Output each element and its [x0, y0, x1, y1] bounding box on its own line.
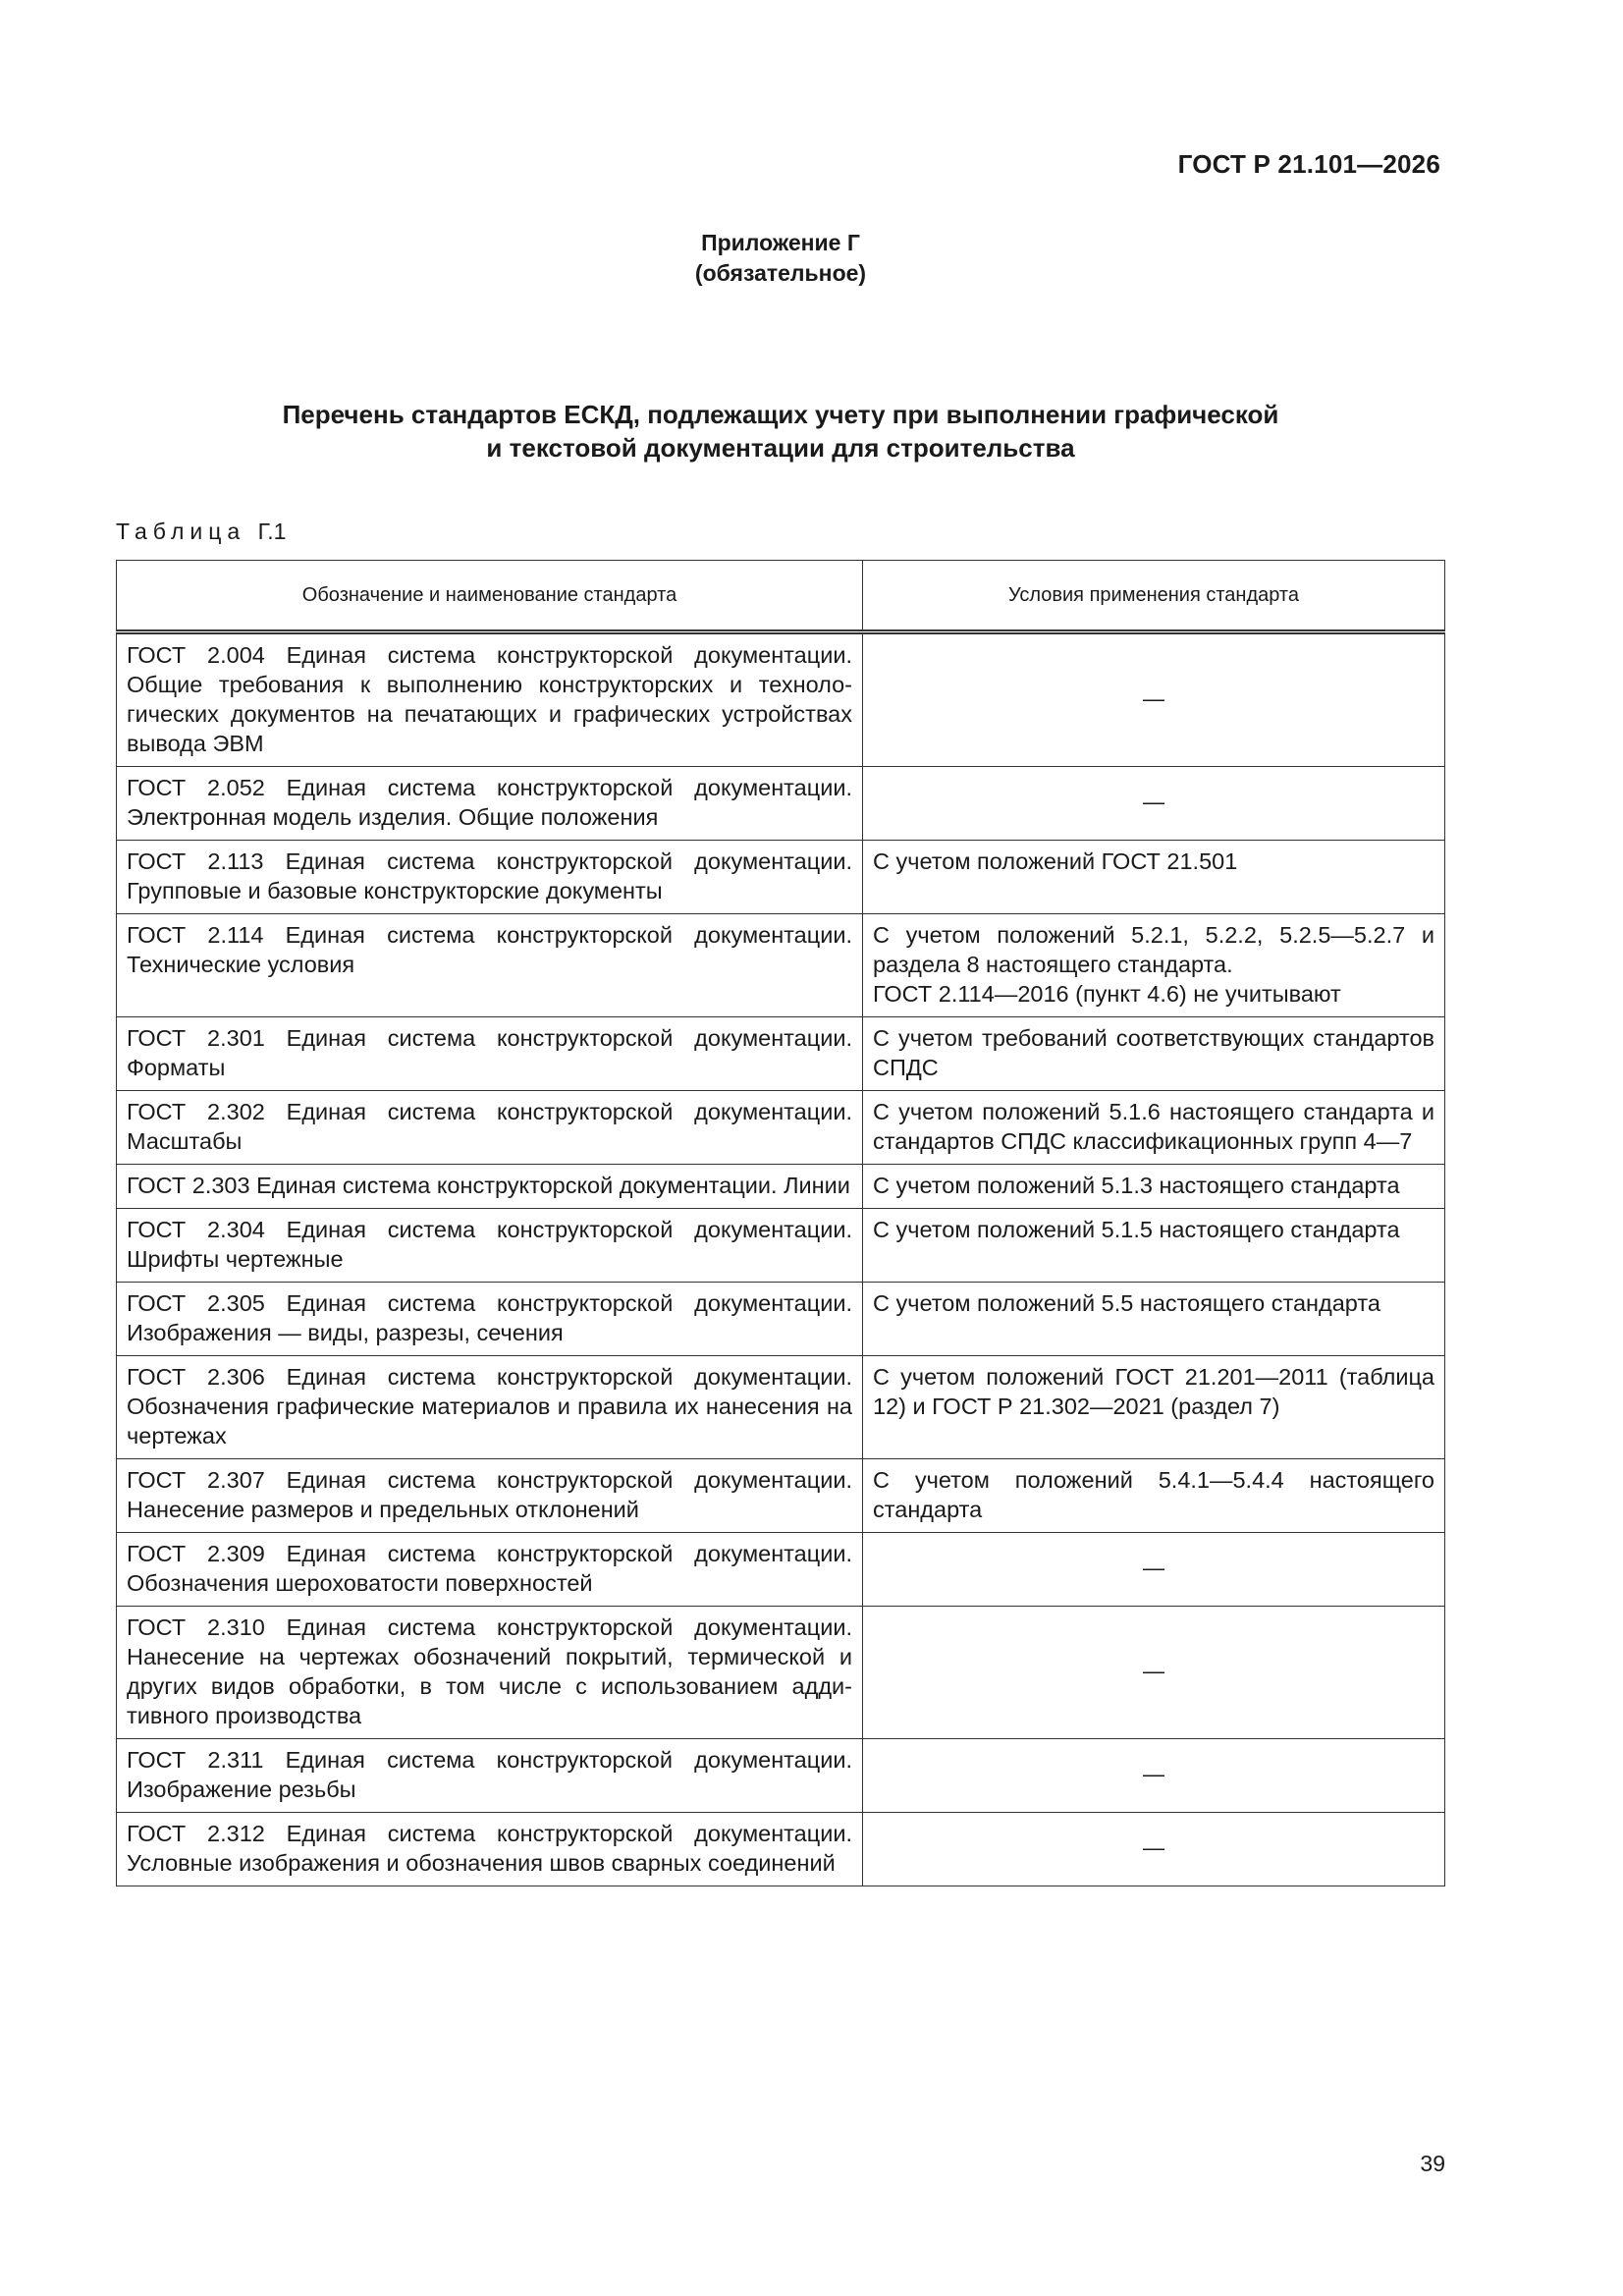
condition-cell: —	[863, 1739, 1445, 1813]
standard-name-cell: ГОСТ 2.307 Единая система конструкторской документации. Нанесение размеров и предельных отклонений	[117, 1459, 863, 1533]
condition-cell: С учетом требований соответствующих стандартов СПДС	[863, 1017, 1445, 1091]
table-row	[117, 1739, 1445, 1813]
standard-name-cell: ГОСТ 2.310 Единая система конструкторской документации. Нанесение на чертежах обозначений покрытий, термической и других видов обработки, в том числе с использованием аддитивного производства	[117, 1607, 863, 1739]
table-row	[117, 1607, 1445, 1739]
list-title	[0, 398, 1561, 465]
standards-table	[116, 560, 1445, 1886]
standard-name-cell: ГОСТ 2.306 Единая система конструкторской документации. Обозначения графические материалов и правила их нанесения на чертежах	[117, 1356, 863, 1459]
condition-cell	[863, 914, 1445, 1017]
column-header-standard: Обозначение и наименование стандарта	[117, 561, 863, 632]
condition-cell: С учетом положений ГОСТ 21.501	[863, 841, 1445, 914]
table-row	[117, 1165, 1445, 1209]
list-title-line-1: Перечень стандартов ЕСКД, подлежащих учету при выполнении графической	[282, 400, 1279, 429]
standard-name-cell: ГОСТ 2.311 Единая система конструкторской документации. Изображение резьбы	[117, 1739, 863, 1813]
table-row	[117, 1283, 1445, 1356]
appendix-heading	[0, 228, 1561, 289]
table-row	[117, 1459, 1445, 1533]
standard-name-cell: ГОСТ 2.004 Единая система конструкторской документации. Общие требования к выполнению конструкторских и технологических документов на печатающих и графических устройствах вывода ЭВМ	[117, 632, 863, 767]
standard-name-cell: ГОСТ 2.114 Единая система конструкторской документации. Технические условия	[117, 914, 863, 1017]
table-row	[117, 1209, 1445, 1283]
standard-name-cell: ГОСТ 2.309 Единая система конструкторской документации. Обозначения шероховатости поверхностей	[117, 1533, 863, 1607]
column-header-conditions: Условия применения стандарта	[863, 561, 1445, 632]
condition-cell: —	[863, 1813, 1445, 1886]
table-caption	[116, 519, 286, 545]
condition-cell: С учетом положений 5.5 настоящего стандарта	[863, 1283, 1445, 1356]
appendix-status: (обязательное)	[694, 260, 867, 286]
condition-cell: —	[863, 632, 1445, 767]
condition-cell: С учетом положений ГОСТ 21.201—2011 (таблица 12) и ГОСТ Р 21.302—2021 (раздел 7)	[863, 1356, 1445, 1459]
condition-extra-text: ГОСТ 2.114—2016 (пункт 4.6) не учитывают	[873, 981, 1341, 1007]
condition-cell: С учетом положений 5.4.1—5.4.4 настоящего стандарта	[863, 1459, 1445, 1533]
table-header-row	[117, 561, 1445, 632]
table-row	[117, 1813, 1445, 1886]
document-code: ГОСТ Р 21.101—2026	[1177, 149, 1440, 179]
table-row	[117, 1356, 1445, 1459]
condition-text: С учетом положений 5.2.1, 5.2.2, 5.2.5—5.2.7 и раздела 8 настоящего стандарта.	[873, 922, 1434, 977]
standard-name-cell: ГОСТ 2.052 Единая система конструкторской документации. Электронная модель изделия. Общие положения	[117, 767, 863, 841]
table-row	[117, 1091, 1445, 1165]
condition-cell: С учетом положений 5.1.3 настоящего стандарта	[863, 1165, 1445, 1209]
page-number: 39	[1420, 2151, 1445, 2176]
standard-name-cell: ГОСТ 2.113 Единая система конструкторской документации. Групповые и базовые конструкторские документы	[117, 841, 863, 914]
standard-name-cell: ГОСТ 2.304 Единая система конструкторской документации. Шрифты чертежные	[117, 1209, 863, 1283]
standard-name-cell: ГОСТ 2.301 Единая система конструкторской документации. Форматы	[117, 1017, 863, 1091]
standard-name-cell: ГОСТ 2.303 Единая система конструкторской документации. Линии	[117, 1165, 863, 1209]
table-row	[117, 767, 1445, 841]
standard-name-cell: ГОСТ 2.305 Единая система конструкторской документации. Изображения — виды, разрезы, сечения	[117, 1283, 863, 1356]
table-caption-number: Г.1	[257, 519, 287, 544]
table-row	[117, 632, 1445, 767]
table-row	[117, 1017, 1445, 1091]
table-caption-label: Таблица	[116, 519, 246, 544]
table-row	[117, 914, 1445, 1017]
condition-cell: —	[863, 767, 1445, 841]
standard-name-cell: ГОСТ 2.312 Единая система конструкторской документации. Условные изображения и обозначения швов сварных соединений	[117, 1813, 863, 1886]
table-row	[117, 1533, 1445, 1607]
condition-cell: —	[863, 1533, 1445, 1607]
condition-cell: С учетом положений 5.1.6 настоящего стандарта и стандартов СПДС классификационных групп 4—7	[863, 1091, 1445, 1165]
standard-name-cell: ГОСТ 2.302 Единая система конструкторской документации. Масштабы	[117, 1091, 863, 1165]
table-row	[117, 841, 1445, 914]
list-title-line-2: и текстовой документации для строительства	[486, 433, 1075, 463]
condition-cell: С учетом положений 5.1.5 настоящего стандарта	[863, 1209, 1445, 1283]
condition-cell: —	[863, 1607, 1445, 1739]
appendix-title: Приложение Г	[701, 230, 860, 255]
